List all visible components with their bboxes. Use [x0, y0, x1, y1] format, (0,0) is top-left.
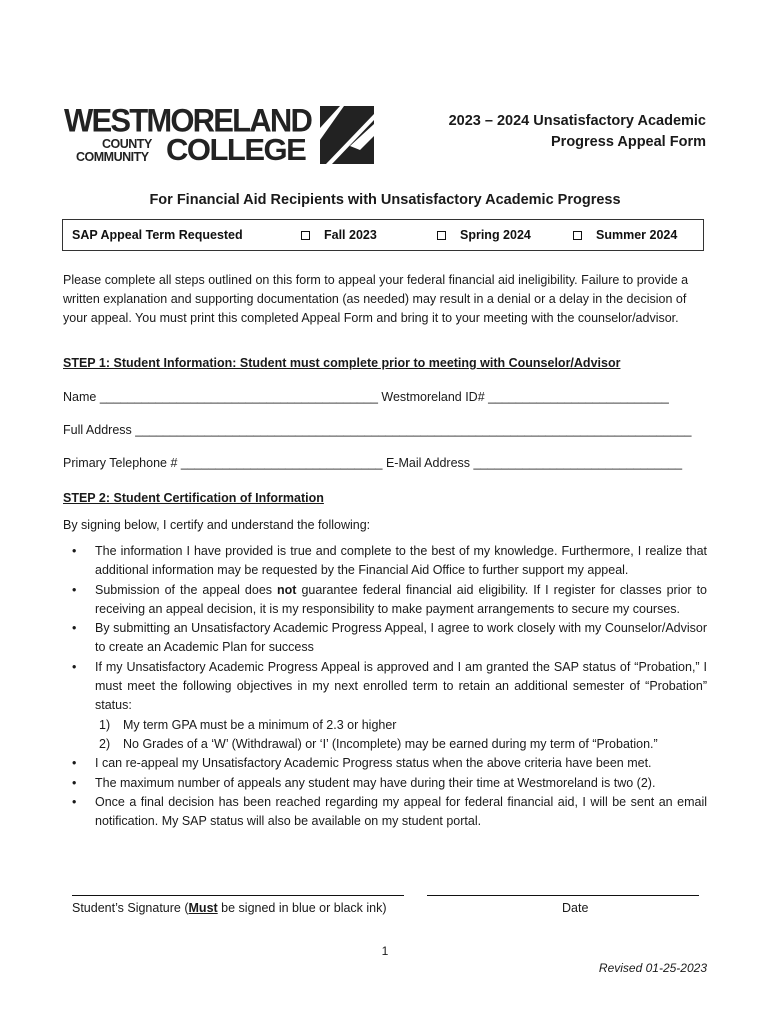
bullet-icon: • — [72, 775, 77, 790]
intro-paragraph: Please complete all steps outlined on this form to appeal your federal financial aid ineligibility. Failure to provide a written explanation and supporting documentation (as needed) may result in a denial or a delay in the decision of your appeal. You must print this completed Appeal Form and bring it to your meeting with the counselor/advisor. — [63, 273, 689, 326]
term-request-box — [62, 219, 704, 251]
sub-item-number: 1) — [99, 717, 111, 732]
sub-item-text: No Grades of a ‘W’ (Withdrawal) or ‘I’ (Incomplete) may be earned during my term of “Probation.” — [123, 736, 658, 751]
bullet-icon: • — [72, 582, 77, 597]
list-item-text: Submission of the appeal does — [95, 582, 278, 597]
list-item-text: Once a final decision has been reached regarding my appeal for federal financial aid, I will be sent an email notification. My SAP status will also be available on my student portal. — [95, 794, 707, 829]
bullet-icon: • — [72, 659, 77, 674]
step2-heading: STEP 2: Student Certification of Information — [63, 491, 324, 505]
logo-westmoreland-text: WESTMORELAND — [64, 101, 312, 139]
sub-list-item — [63, 716, 707, 735]
list-item — [63, 774, 707, 793]
signature-line[interactable] — [72, 895, 404, 896]
signature-label-pre: Student’s Signature ( — [72, 901, 189, 915]
list-item-text: guarantee federal financial aid eligibility. If I register for classes prior to receiving an appeal decision, it is my responsibility to make payment arrangements to secure my courses. — [95, 582, 707, 616]
term-option-spring[interactable] — [437, 228, 531, 242]
list-item — [63, 754, 707, 773]
certify-statement: By signing below, I certify and understand the following: — [63, 518, 371, 532]
step1-heading: STEP 1: Student Information: Student must complete prior to meeting with Counselor/Advisor — [63, 356, 621, 370]
list-item — [63, 581, 707, 620]
term-option-summer[interactable] — [573, 228, 677, 242]
form-title-line2: Progress Appeal Form — [551, 134, 706, 150]
revision-date: Revised 01-25-2023 — [598, 961, 707, 975]
page-number: 1 — [381, 944, 389, 958]
logo-county-text: COUNTY — [102, 137, 152, 151]
list-item-text: The information I have provided is true and complete to the best of my knowledge. Furthermore, I realize that additional information may be requested by the Financial Aid Office to further support my appeal. — [95, 544, 707, 578]
logo-community-text: COMMUNITY — [76, 150, 149, 164]
list-item — [63, 793, 707, 832]
term-option-fall[interactable] — [301, 228, 377, 242]
certification-list — [63, 542, 707, 831]
logo-college-text: COLLEGE — [166, 132, 306, 167]
bullet-icon: • — [72, 756, 77, 771]
term-option-label: Spring 2024 — [460, 228, 531, 242]
logo-mark-icon — [320, 106, 374, 164]
address-field-line[interactable]: Full Address ________________________________________________________________________________ — [63, 423, 692, 437]
name-id-field-line[interactable]: Name ________________________________________ Westmoreland ID# __________________________ — [63, 390, 669, 404]
list-item-text: By submitting an Unsatisfactory Academic Progress Appeal, I agree to work closely with my Counselor/Advisor to create an Academic Plan for success — [95, 621, 707, 655]
form-title-line1: 2023 – 2024 Unsatisfactory Academic — [448, 113, 706, 129]
term-option-label: Summer 2024 — [596, 228, 678, 242]
term-option-label: Fall 2023 — [324, 228, 377, 242]
list-item — [63, 542, 707, 581]
bullet-icon: • — [72, 794, 77, 809]
signature-label-post: be signed in blue or black ink) — [217, 901, 387, 915]
signature-label-must: Must — [188, 901, 218, 915]
bullet-icon: • — [72, 621, 77, 636]
emphasis-not: not — [277, 582, 297, 597]
signature-label — [72, 901, 387, 915]
phone-email-field-line[interactable]: Primary Telephone # _____________________________ E-Mail Address ______________________________ — [63, 456, 683, 470]
term-request-label: SAP Appeal Term Requested — [72, 228, 243, 242]
sub-list-item — [63, 735, 707, 754]
form-subtitle: For Financial Aid Recipients with Unsatisfactory Academic Progress — [149, 192, 621, 208]
date-label: Date — [562, 901, 589, 915]
list-item-text: I can re-appeal my Unsatisfactory Academic Progress status when the above criteria have been met. — [95, 756, 652, 771]
form-title — [410, 111, 706, 153]
sub-item-number: 2) — [99, 736, 111, 751]
college-logo — [62, 101, 382, 170]
date-line[interactable] — [427, 895, 699, 896]
fall-checkbox[interactable] — [301, 231, 310, 240]
spring-checkbox[interactable] — [437, 231, 446, 240]
list-item — [63, 619, 707, 658]
list-item-text: If my Unsatisfactory Academic Progress Appeal is approved and I am granted the SAP status of “Probation,” I must meet the following objectives in my next enrolled term to retain an additional semester of “Probation” status: — [95, 659, 707, 713]
summer-checkbox[interactable] — [573, 231, 582, 240]
bullet-icon: • — [72, 544, 77, 558]
list-item-text: The maximum number of appeals any student may have during their time at Westmoreland is two (2). — [95, 775, 656, 790]
list-item — [63, 658, 707, 716]
sub-item-text: My term GPA must be a minimum of 2.3 or higher — [123, 717, 397, 732]
